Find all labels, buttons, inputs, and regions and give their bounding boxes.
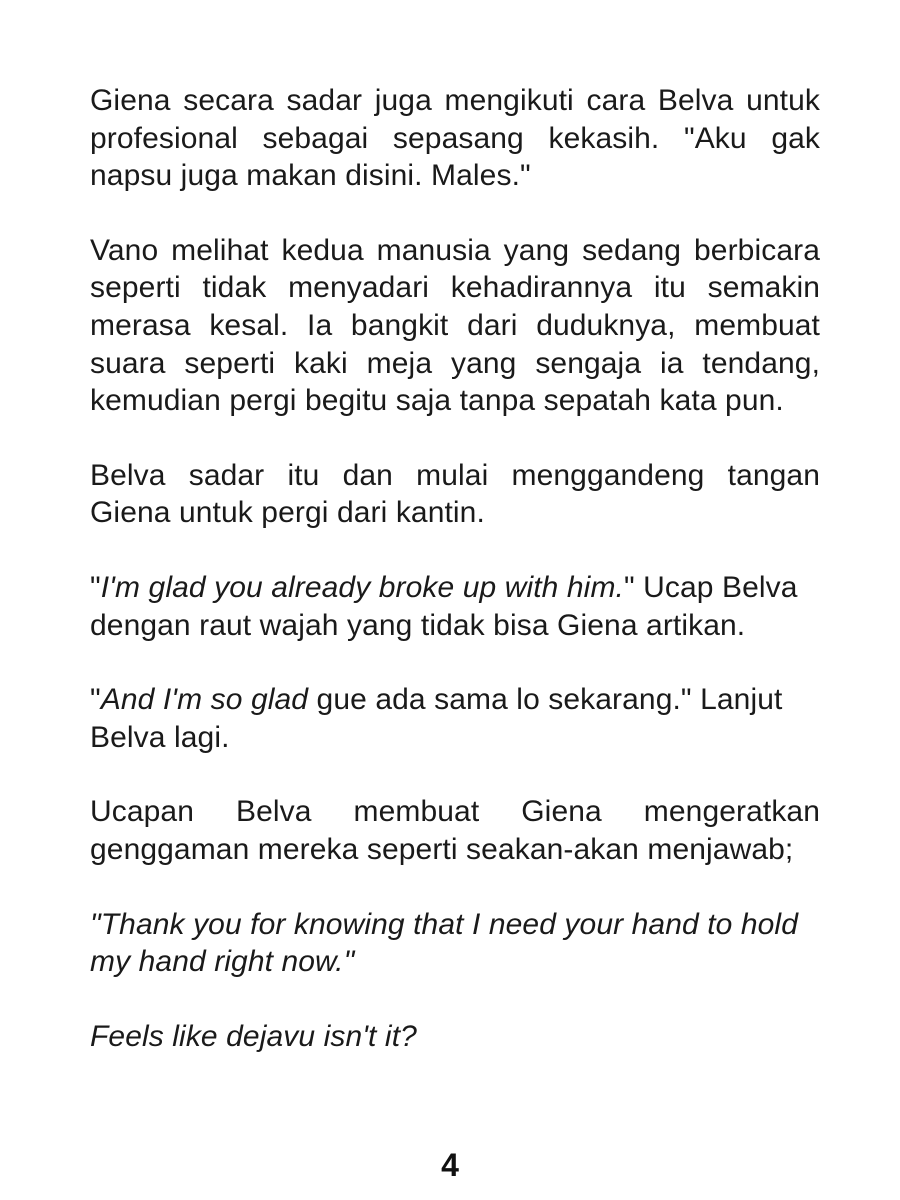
- paragraph-5: [90, 681, 820, 756]
- paragraph-3: Belva sadar itu dan mulai menggandeng tangan Giena untuk pergi dari kantin.: [90, 458, 820, 530]
- paragraph-4: [90, 569, 820, 644]
- paragraph-8: Feels like dejavu isn't it?: [90, 1019, 417, 1053]
- quote-open: ": [90, 683, 101, 717]
- paragraph-5-rest: gue ada sama lo sekarang." Lanjut Belva lagi.: [90, 683, 783, 754]
- paragraph-6: Ucapan Belva membuat Giena mengeratkan genggaman mereka seperti seakan-akan menjawab;: [90, 795, 820, 866]
- paragraph-2: Vano melihat kedua manusia yang sedang berbicara seperti tidak menyadari kehadirannya itu semakin merasa kesal. Ia bangkit dari duduknya, membuat suara seperti kaki meja yang sengaja ia tendang, kemudian pergi begitu saja tanpa sepatah kata pun.: [90, 233, 820, 418]
- paragraph-7: "Thank you for knowing that I need your hand to hold my hand right now.": [90, 907, 798, 979]
- paragraph-1: Giena secara sadar juga mengikuti cara Belva untuk profesional sebagai sepasang kekasih. "Aku gak napsu juga makan disini. Males.": [90, 84, 820, 193]
- paragraph-4-rest: " Ucap Belva dengan raut wajah yang tidak bisa Giena artikan.: [90, 570, 798, 642]
- italic-quote: And I'm so glad: [100, 683, 309, 717]
- page-number: 4: [441, 1147, 459, 1183]
- page-body: [90, 82, 820, 1092]
- quote-open: ": [90, 570, 101, 604]
- italic-quote: I'm glad you already broke up with him.: [100, 570, 624, 604]
